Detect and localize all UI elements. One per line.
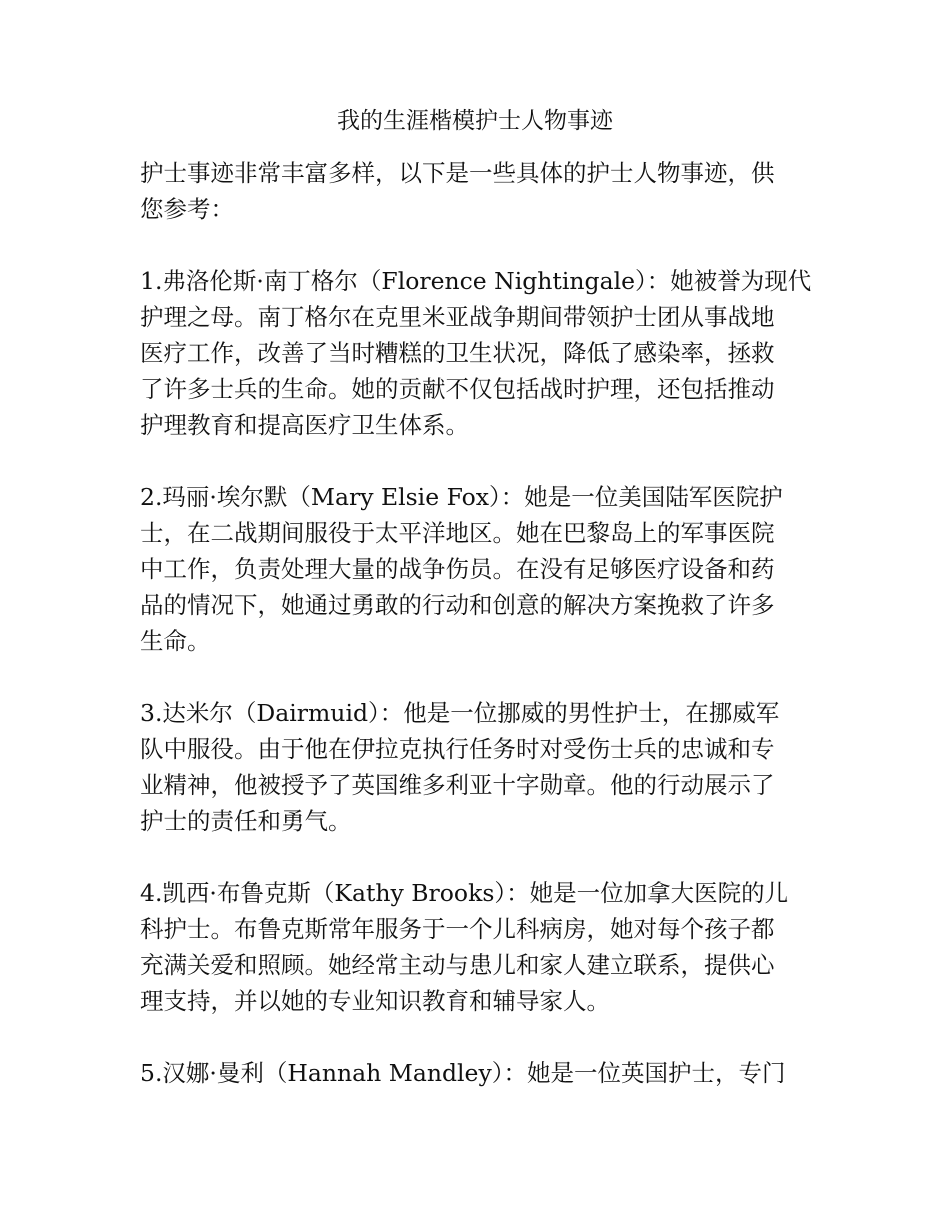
document-title: 我的生涯楷模护士人物事迹 [337,108,613,134]
paragraph-hannah-mandley [140,1055,812,1091]
text-line: 了许多士兵的生命。她的贡献不仅包括战时护理，还包括推动 [140,375,775,403]
paragraph-intro [140,155,812,227]
text-line: 业精神，他被授予了英国维多利亚十字勋章。他的行动展示了 [140,771,775,799]
text-line: 士，在二战期间服役于太平洋地区。她在巴黎岛上的军事医院 [140,519,775,547]
text-line: 护士事迹非常丰富多样，以下是一些具体的护士人物事迹，供 [140,159,775,187]
text-line: 4.凯西·布鲁克斯（Kathy Brooks）：她是一位加拿大医院的儿 [140,879,789,907]
text-line: 护理教育和提高医疗卫生体系。 [140,411,469,439]
text-line: 您参考： [140,195,234,223]
paragraph-mary-fox [140,479,812,659]
text-line: 品的情况下，她通过勇敢的行动和创意的解决方案挽救了许多 [140,591,775,619]
text-line: 1.弗洛伦斯·南丁格尔（Florence Nightingale）：她被誉为现代 [140,267,812,295]
text-line: 护士的责任和勇气。 [140,807,352,835]
text-line: 中工作，负责处理大量的战争伤员。在没有足够医疗设备和药 [140,555,775,583]
text-line: 科护士。布鲁克斯常年服务于一个儿科病房，她对每个孩子都 [140,915,775,943]
text-line: 护理之母。南丁格尔在克里米亚战争期间带领护士团从事战地 [140,303,775,331]
paragraph-nightingale [140,263,812,443]
paragraph-kathy-brooks [140,875,812,1019]
text-line: 医疗工作，改善了当时糟糕的卫生状况，降低了感染率，拯救 [140,339,775,367]
document-body [140,155,812,1127]
text-line: 生命。 [140,627,211,655]
text-line: 理支持，并以她的专业知识教育和辅导家人。 [140,987,610,1015]
paragraph-dairmuid [140,695,812,839]
text-line: 充满关爱和照顾。她经常主动与患儿和家人建立联系，提供心 [140,951,775,979]
text-line: 3.达米尔（Dairmuid）：他是一位挪威的男性护士，在挪威军 [140,699,780,727]
text-line: 队中服役。由于他在伊拉克执行任务时对受伤士兵的忠诚和专 [140,735,775,763]
text-line: 2.玛丽·埃尔默（Mary Elsie Fox）：她是一位美国陆军医院护 [140,483,783,511]
text-line: 5.汉娜·曼利（Hannah Mandley）：她是一位英国护士，专门 [140,1059,786,1087]
